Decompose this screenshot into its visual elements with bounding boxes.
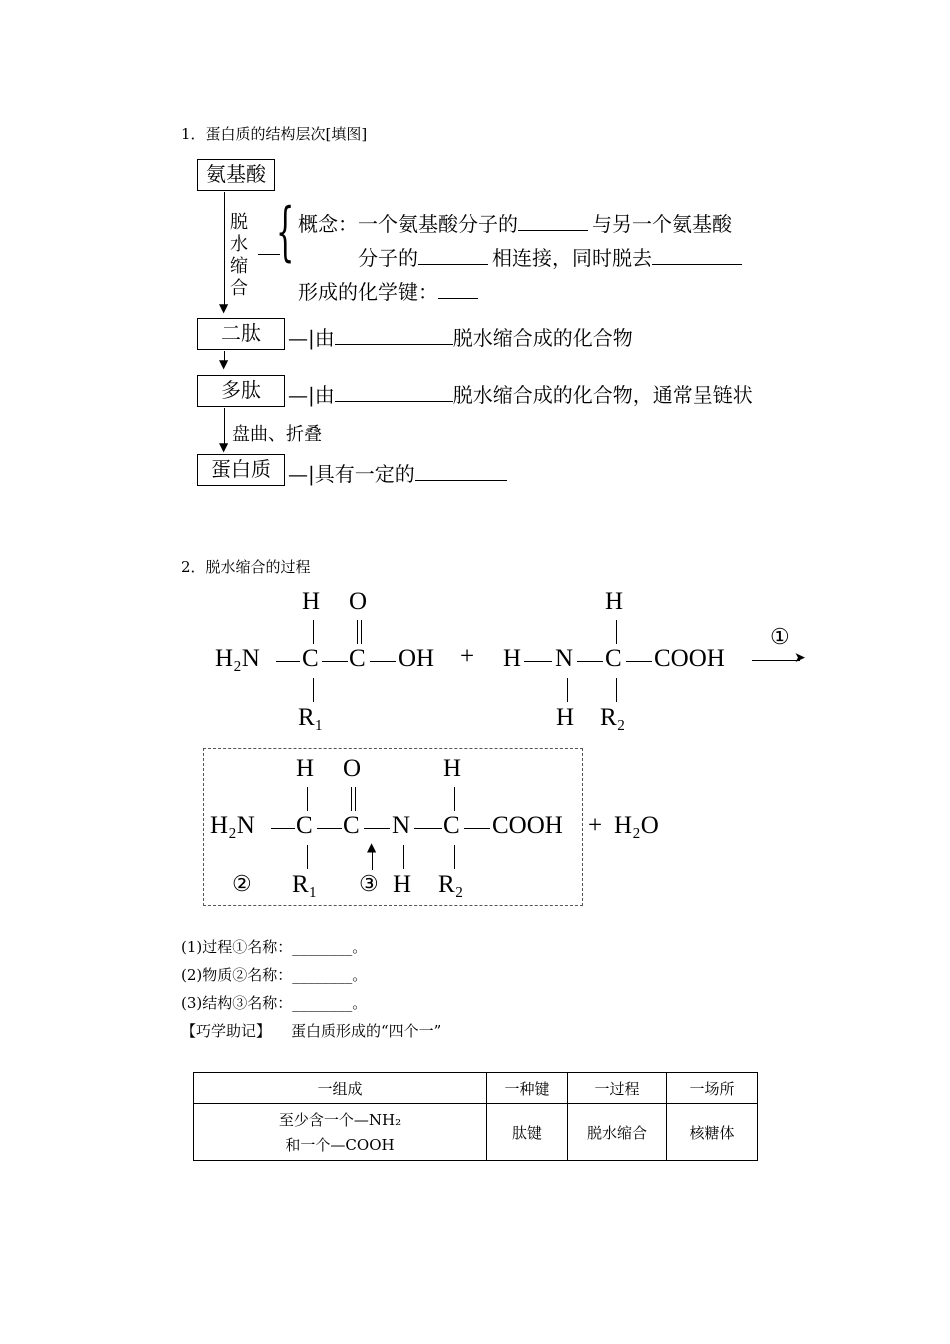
polypeptide-desc-b: 脱水缩合成的化合物，通常呈链状 [452, 383, 753, 407]
p-c1: C [296, 812, 313, 839]
reaction-arrow-head: ➤ [794, 650, 806, 666]
r1-c1: C [302, 645, 319, 672]
side-label-4: 合 [230, 278, 248, 299]
section2-title: 2．脱水缩合的过程 [181, 558, 311, 576]
p-o-top: O [343, 755, 362, 782]
p-bond-h1 [307, 787, 308, 811]
question-1: (1)过程①名称：________。 [181, 938, 368, 956]
blank-2 [418, 264, 488, 265]
r2-bond-r [616, 678, 617, 702]
reaction-arrow-shaft [752, 660, 800, 661]
r2-bond-ccooh [626, 661, 652, 662]
p-h-top1: H [296, 755, 315, 782]
blank-7 [415, 480, 507, 481]
arrow-head-2: ▼ [219, 357, 229, 371]
p-bond-o1 [351, 787, 352, 811]
circle-2: ② [232, 871, 252, 896]
r1-bond-nc [276, 661, 300, 662]
blank-1 [518, 230, 588, 231]
r1-bond-coh [370, 661, 396, 662]
r2-c: C [605, 645, 622, 672]
arrow-head-1: ▼ [219, 301, 229, 315]
side-label-2: 水 [230, 234, 248, 255]
p-r2: R₂ [438, 871, 464, 898]
polypeptide-dash: —| [288, 383, 315, 407]
r1-bond-cc [322, 661, 348, 662]
memo-text: 蛋白质形成的“四个一” [291, 1022, 442, 1040]
memo-line [181, 1020, 441, 1041]
dipeptide-desc [288, 322, 633, 351]
r2-bond-nh [567, 678, 568, 702]
concept-line1 [298, 208, 732, 237]
side-label-3: 缩 [230, 256, 248, 277]
table-header-row [194, 1073, 758, 1104]
p-h-top2: H [443, 755, 462, 782]
r2-bond-nc [577, 661, 603, 662]
concept-line2-b: 相连接，同时脱去 [492, 246, 652, 270]
bond-line [298, 276, 478, 305]
r1-r1: R₁ [298, 704, 324, 731]
r2-h-top: H [605, 588, 624, 615]
table-row [194, 1104, 758, 1161]
concept-line2 [358, 242, 742, 271]
r1-bond-r [313, 678, 314, 702]
table-header: 一过程 [568, 1073, 667, 1104]
arrow-head-3: ▼ [219, 440, 229, 454]
concept-line2-a: 分子的 [358, 246, 418, 270]
section1-title: 1．蛋白质的结构层次[填图] [181, 125, 368, 143]
p-cooh: COOH [492, 812, 563, 839]
protein-desc-text: 具有一定的 [314, 462, 415, 486]
p-bond-ccooh [464, 828, 490, 829]
fold-label: 盘曲、折叠 [232, 424, 322, 445]
p-bond-nc1 [271, 828, 295, 829]
table-cell: 脱水缩合 [568, 1104, 667, 1161]
dipeptide-desc-b: 脱水缩合成的化合物 [452, 326, 633, 350]
table-header: 一场所 [667, 1073, 758, 1104]
r2-h-left: H [503, 645, 522, 672]
protein-box: 蛋白质 [197, 454, 285, 486]
bond-line-text: 形成的化学键： [298, 280, 438, 304]
p-bond-r1 [307, 845, 308, 869]
table-header: 一种键 [487, 1073, 568, 1104]
r2-h-bottom: H [556, 704, 575, 731]
protein-desc [288, 458, 507, 487]
p-n: N [392, 812, 411, 839]
polypeptide-desc-a: 由 [314, 383, 335, 407]
p-bond-r2 [454, 845, 455, 869]
p-bond-nc2 [414, 828, 442, 829]
r1-bond-h [313, 620, 314, 644]
r2-bond-h [616, 620, 617, 644]
arrow-shaft-1 [224, 192, 225, 310]
table-cell: 核糖体 [667, 1104, 758, 1161]
composition-line1: 至少含一个—NH₂ [278, 1111, 402, 1129]
side-label-1: 脱 [230, 212, 248, 233]
blank-6 [335, 401, 453, 402]
p-bond-cn [364, 828, 390, 829]
p-bond-h2 [454, 787, 455, 811]
blank-5 [335, 344, 453, 345]
r1-bond-o1 [357, 620, 358, 644]
r2-cooh: COOH [654, 645, 725, 672]
r1-o-top: O [349, 588, 368, 615]
circle-3: ③ [359, 871, 379, 896]
peptide-bond-arrow-head: ▲ [367, 840, 377, 854]
water: H₂O [614, 812, 659, 839]
amino-acid-box: 氨基酸 [197, 159, 275, 191]
protein-dash: —| [288, 462, 315, 486]
r1-c2: C [349, 645, 366, 672]
brace: { [276, 195, 295, 269]
p-h2n: H₂N [210, 812, 255, 839]
plus-2: + [588, 812, 603, 839]
p-bond-o2 [355, 787, 356, 811]
r2-bond-hn [524, 661, 552, 662]
table-header: 一组成 [194, 1073, 487, 1104]
r1-bond-o2 [361, 620, 362, 644]
question-2: (2)物质②名称：________。 [181, 966, 368, 984]
dipeptide-dash: —| [288, 326, 315, 350]
concept-line1-a: 概念：一个氨基酸分子的 [298, 212, 518, 236]
plus-1: + [460, 643, 475, 670]
r1-oh: OH [398, 645, 435, 672]
p-bond-cc [317, 828, 342, 829]
polypeptide-desc [288, 379, 753, 408]
table-cell: 肽键 [487, 1104, 568, 1161]
memo-title: 【巧学助记】 [181, 1022, 272, 1040]
p-r1: R₁ [292, 871, 318, 898]
question-3: (3)结构③名称：________。 [181, 994, 368, 1012]
p-bond-nh [403, 845, 404, 869]
blank-4 [438, 298, 478, 299]
blank-3 [652, 264, 742, 265]
r2-r2: R₂ [600, 704, 626, 731]
summary-table [193, 1072, 758, 1161]
polypeptide-box: 多肽 [197, 375, 285, 407]
r2-n: N [555, 645, 574, 672]
r1-h-top: H [302, 588, 321, 615]
dipeptide-box: 二肽 [197, 318, 285, 350]
p-c3: C [443, 812, 460, 839]
composition-line2: 和一个—COOH [285, 1136, 395, 1154]
r1-h2n: H₂N [215, 645, 260, 672]
p-c2: C [343, 812, 360, 839]
concept-line1-b: 与另一个氨基酸 [592, 212, 732, 236]
p-h-bottom: H [393, 871, 412, 898]
circle-1: ① [770, 624, 790, 649]
table-cell-composition [194, 1104, 487, 1161]
dipeptide-desc-a: 由 [314, 326, 335, 350]
